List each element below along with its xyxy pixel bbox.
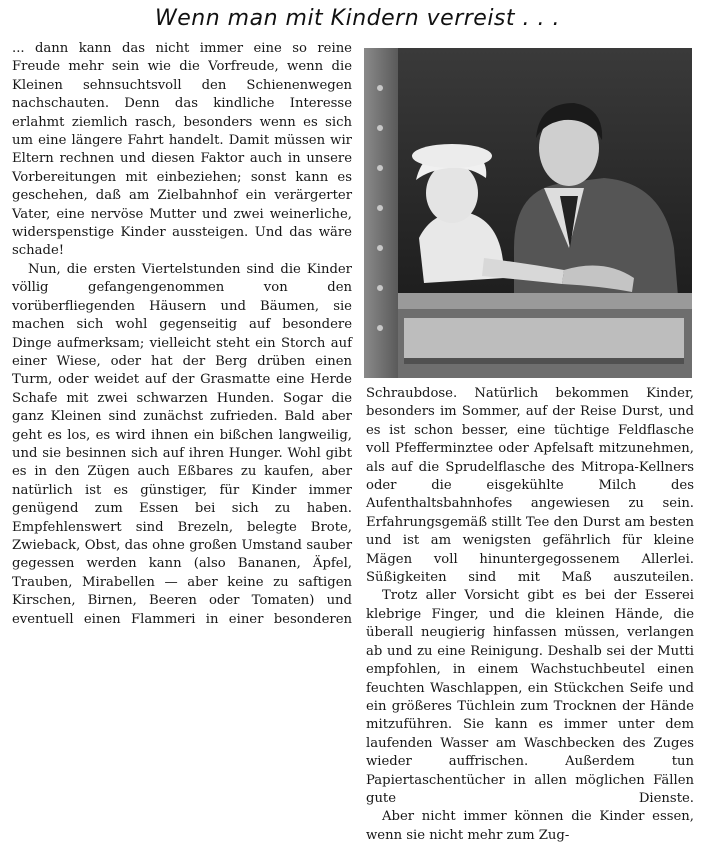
left-text-column <box>12 40 352 629</box>
paragraph-hygiene: Trotz aller Vorsicht gibt es bei der Esserei klebrige Finger, und die kleinen Hände, die überall neugierig hinfassen müssen, verlangen ab und zu eine Reinigung. Deshalb sei der Mutti empfohlen, in einem Wachstuchbeutel einen feuchten Waschlappen, ein Stückchen Seife und ein größeres Tüchlein zum Trocknen der Hände mitzuführen. Sie kann es immer unter dem laufenden Wasser am Waschbecken des Zuges wieder auffrischen. Außerdem tun Papiertaschentücher in allen möglichen Fällen gute Dienste. <box>366 588 694 806</box>
article-photo <box>364 48 692 378</box>
paragraph-intro: ... dann kann das nicht immer eine so reine Freude mehr sein wie die Vorfreude, wenn die Kleinen sehnsuchtsvoll den Schienenwegen nachschauten. Denn das kindliche Interesse erlahmt ziemlich rasch, besonders wenn es sich um eine längere Fahrt handelt. Damit müssen wir Eltern rechnen und diesen Faktor auch in unsere Vorbereitungen mit einbeziehen; sonst kann es geschehen, daß am Zielbahnhof ein verärgerter Vater, eine nervöse Mutter und zwei weinerliche, widerspenstige Kinder aussteigen. Und das wäre schade! <box>12 41 352 259</box>
paragraph-drinks: Schraubdose. Natürlich bekommen Kinder, besonders im Sommer, auf der Reise Durst, und es ist schon besser, eine tüchtige Feldflasche voll Pfefferminztee oder Apfelsaft mitzunehmen, als auf die Sprudelflasche des Mitropa-Kellners oder die eisgekühlte Milch des Aufenthaltsbahnhofes angewiesen zu sein. Erfahrungsgemäß stillt Tee den Durst am besten und ist am wenigsten gefährlich für kleine Mägen voll hinuntergegossenem Allerlei. Süßigkeiten sind mit Maß auszuteilen. <box>366 386 694 586</box>
article-title: Wenn man mit Kindern verreist . . . <box>155 6 560 31</box>
paragraph-continued: Aber nicht immer können die Kinder essen, wenn sie nicht mehr zum Zug- <box>366 809 694 843</box>
right-text-column <box>366 385 694 845</box>
photo-father-daughter-train-window <box>364 48 692 378</box>
paragraph-journey: Nun, die ersten Viertelstunden sind die Kinder völlig gefangengenommen von den vorüberfliegenden Häusern und Bäumen, sie machen sich wohl gegenseitig auf besondere Dinge aufmerksam; vielleicht steht ein Storch auf einer Wiese, oder hat der Berg drüben einen Turm, oder weidet auf der Grasmatte eine Herde Schafe mit zwei schwarzen Hunden. Sogar die ganz Kleinen sind zunächst zufrieden. Bald aber geht es los, es wird ihnen ein bißchen langweilig, und sie besinnen sich auf ihren Hunger. Wohl gibt es in den Zügen auch Eßbares zu kaufen, aber natürlich ist es günstiger, für Kinder immer genügend zum Essen bei sich zu haben. Empfehlenswert sind Brezeln, belegte Brote, Zwieback, Obst, das ohne großen Umstand sauber gegessen werden kann (also Bananen, Äpfel, Trauben, Mirabellen — aber keine zu saftigen Kirschen, Birnen, Beeren oder Tomaten) und eventuell einen Flammeri in einer besonderen <box>12 261 352 627</box>
